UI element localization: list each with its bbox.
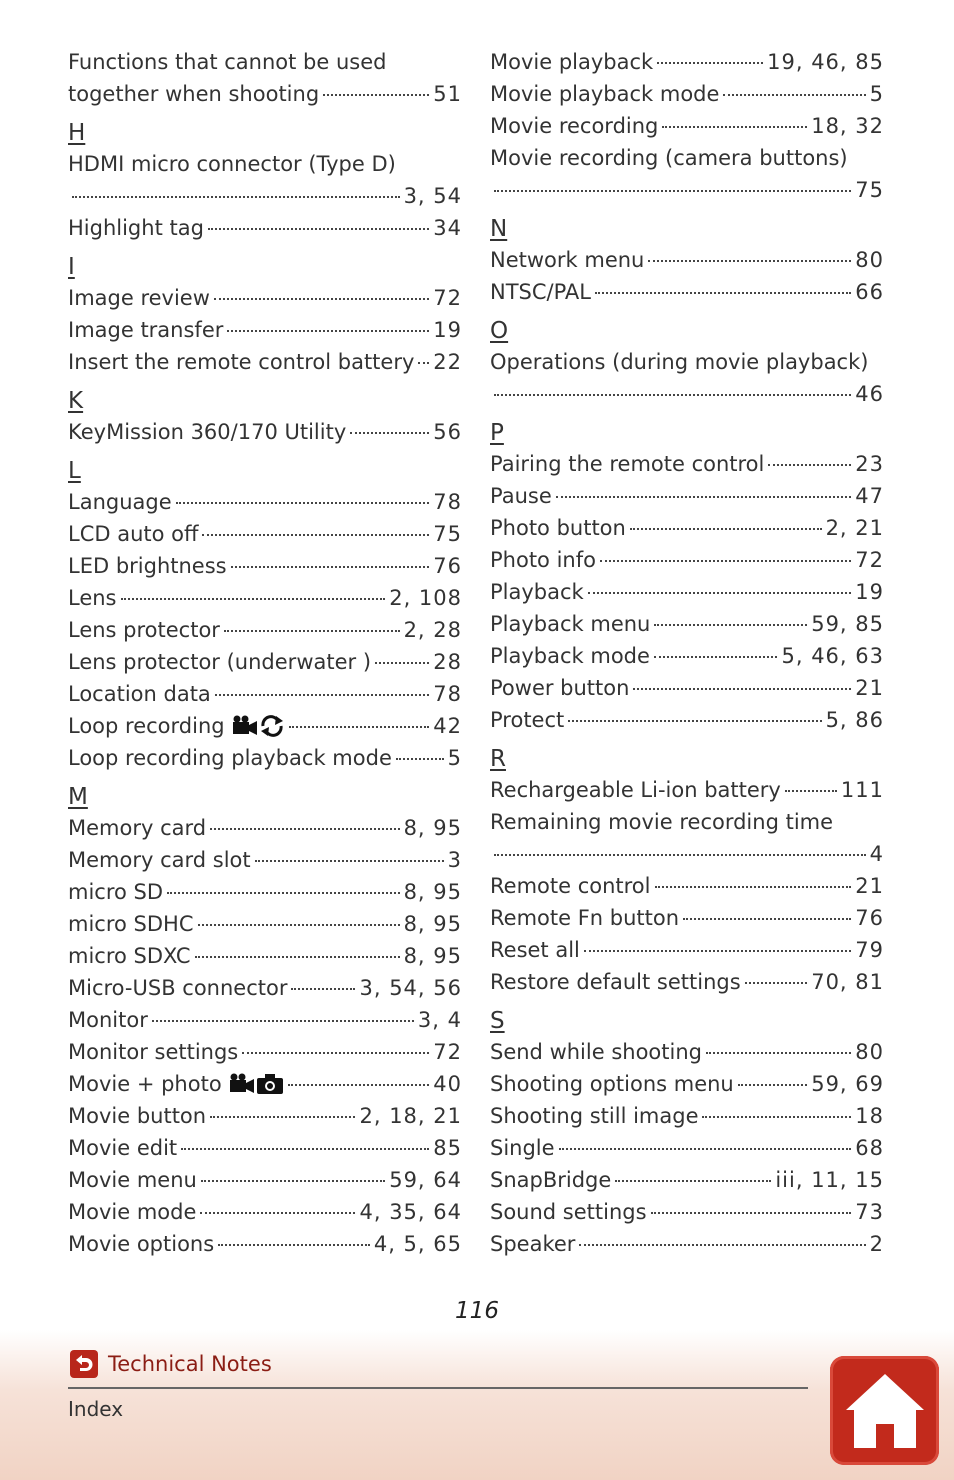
leader-dots xyxy=(214,298,429,300)
leader-dots xyxy=(494,394,851,396)
entry-term: Protect xyxy=(490,708,565,732)
entry-page-refs[interactable]: 3 xyxy=(447,848,462,872)
index-entry[interactable] xyxy=(490,448,884,480)
leader-dots xyxy=(654,656,778,658)
index-entry[interactable] xyxy=(490,46,884,78)
entry-page-refs[interactable]: 3, 54, 56 xyxy=(359,976,462,1000)
entry-term: Single xyxy=(490,1136,555,1160)
leader-dots xyxy=(323,94,429,96)
index-entry[interactable] xyxy=(68,812,462,844)
leader-dots xyxy=(595,292,851,294)
index-entry[interactable] xyxy=(490,244,884,276)
leader-dots xyxy=(224,630,400,632)
entry-page-refs[interactable]: 5 xyxy=(447,746,462,770)
entry-term: Photo button xyxy=(490,516,626,540)
entry-term: Pause xyxy=(490,484,552,508)
entry-page-refs[interactable]: 5, 86 xyxy=(825,708,884,732)
index-column-right xyxy=(490,46,884,1260)
leader-dots xyxy=(242,1052,429,1054)
leader-dots xyxy=(768,464,851,466)
index-letter-l: L xyxy=(68,458,81,484)
entry-page-refs[interactable]: 23 xyxy=(855,452,884,476)
entry-term: micro SD xyxy=(68,880,164,904)
entry-page-refs[interactable]: 72 xyxy=(433,286,462,310)
leader-dots xyxy=(723,94,865,96)
leader-dots xyxy=(568,720,821,722)
index-letter-p: P xyxy=(490,420,504,446)
index-column-left xyxy=(68,46,462,1260)
entry-term: Send while shooting xyxy=(490,1040,702,1064)
entry-page-refs[interactable]: 51 xyxy=(433,82,462,106)
index-entry[interactable] xyxy=(490,774,884,806)
entry-term: Pairing the remote control xyxy=(490,452,765,476)
index-entry[interactable] xyxy=(490,544,884,576)
leader-dots xyxy=(72,196,400,198)
entry-term: Location data xyxy=(68,682,211,706)
leader-dots xyxy=(738,1084,807,1086)
entry-page-refs[interactable]: 19 xyxy=(433,318,462,342)
leader-dots xyxy=(167,892,400,894)
entry-term: Image review xyxy=(68,286,210,310)
leader-dots xyxy=(657,62,763,64)
entry-page-refs[interactable]: 73 xyxy=(855,1200,884,1224)
entry-term: Playback menu xyxy=(490,612,651,636)
entry-term: NTSC/PAL xyxy=(490,280,591,304)
entry-page-refs[interactable]: 34 xyxy=(433,216,462,240)
index-entry[interactable] xyxy=(490,806,884,838)
entry-term: KeyMission 360/170 Utility xyxy=(68,420,347,444)
entry-term: together when shooting xyxy=(68,82,320,106)
entry-term: Remaining movie recording time xyxy=(490,810,834,834)
leader-dots xyxy=(227,330,429,332)
index-letter-h: H xyxy=(68,120,86,146)
leader-dots xyxy=(648,260,851,262)
index-letter-i: I xyxy=(68,254,75,280)
index-entry[interactable] xyxy=(490,1036,884,1068)
index-entry[interactable] xyxy=(490,346,884,378)
entry-page-refs[interactable]: 8, 95 xyxy=(403,944,462,968)
entry-page-refs[interactable]: 8, 95 xyxy=(403,880,462,904)
entry-page-refs[interactable]: 22 xyxy=(433,350,462,374)
entry-term: Playback mode xyxy=(490,644,650,668)
entry-term: Monitor xyxy=(68,1008,148,1032)
entry-page-refs[interactable]: 2 xyxy=(869,1232,884,1256)
entry-term: Memory card slot xyxy=(68,848,251,872)
index-entry[interactable] xyxy=(68,180,462,212)
entry-page-refs[interactable]: 72 xyxy=(433,1040,462,1064)
leader-dots xyxy=(255,860,444,862)
entry-page-refs[interactable]: 59, 69 xyxy=(811,1072,884,1096)
entry-term: Movie button xyxy=(68,1104,207,1128)
index-letter-m: M xyxy=(68,784,88,810)
index-letter-r: R xyxy=(490,746,506,772)
leader-dots xyxy=(655,886,852,888)
leader-dots xyxy=(651,1212,852,1214)
leader-dots xyxy=(288,1084,430,1086)
entry-term: Lens protector (underwater ) xyxy=(68,650,372,674)
entry-term: Reset all xyxy=(490,938,580,962)
index-entry[interactable] xyxy=(490,1132,884,1164)
entry-term: SnapBridge xyxy=(490,1168,612,1192)
entry-page-refs[interactable]: 59, 85 xyxy=(811,612,884,636)
leader-dots xyxy=(208,228,429,230)
index-entry[interactable] xyxy=(490,1228,884,1260)
index-entry[interactable] xyxy=(68,710,462,742)
leader-dots xyxy=(584,950,851,952)
entry-page-refs[interactable]: iii, 11, 15 xyxy=(775,1168,884,1192)
index-entry[interactable] xyxy=(490,480,884,512)
leader-dots xyxy=(202,534,429,536)
entry-page-refs[interactable]: 111 xyxy=(840,778,884,802)
entry-term: Remote Fn button xyxy=(490,906,680,930)
entry-term: Image transfer xyxy=(68,318,224,342)
entry-term: Movie playback mode xyxy=(490,82,720,106)
entry-term: Rechargeable Li-ion battery xyxy=(490,778,781,802)
index-entry[interactable] xyxy=(490,704,884,736)
entry-page-refs[interactable]: 28 xyxy=(433,650,462,674)
leader-dots xyxy=(706,1052,851,1054)
entry-page-refs[interactable]: 76 xyxy=(855,906,884,930)
entry-term: Operations (during movie playback) xyxy=(490,350,869,374)
entry-term: LED brightness xyxy=(68,554,227,578)
entry-term: Movie recording (camera buttons) xyxy=(490,146,848,170)
index-entry[interactable] xyxy=(490,142,884,174)
leader-dots xyxy=(231,566,430,568)
leader-dots xyxy=(494,854,866,856)
leader-dots xyxy=(559,1148,852,1150)
index-entry[interactable] xyxy=(490,1196,884,1228)
movie-loop-icon xyxy=(231,715,285,737)
entry-page-refs[interactable]: 80 xyxy=(855,1040,884,1064)
index-entry[interactable] xyxy=(68,1228,462,1260)
index-entry[interactable] xyxy=(68,346,462,378)
index-entry[interactable] xyxy=(68,844,462,876)
entry-term: Loop recording xyxy=(68,714,225,738)
index-entry[interactable] xyxy=(490,966,884,998)
entry-page-refs[interactable]: 47 xyxy=(855,484,884,508)
entry-term: HDMI micro connector (Type D) xyxy=(68,152,396,176)
index-entry[interactable] xyxy=(68,416,462,448)
index-entry[interactable] xyxy=(490,640,884,672)
entry-page-refs[interactable]: 76 xyxy=(433,554,462,578)
entry-term: micro SDXC xyxy=(68,944,191,968)
leader-dots xyxy=(201,1180,385,1182)
index-entry[interactable] xyxy=(68,1164,462,1196)
entry-page-refs[interactable]: 3, 54 xyxy=(403,184,462,208)
entry-term: Remote control xyxy=(490,874,651,898)
entry-term: Language xyxy=(68,490,172,514)
entry-page-refs[interactable]: 80 xyxy=(855,248,884,272)
index-letter-s: S xyxy=(490,1008,505,1034)
entry-term: Movie mode xyxy=(68,1200,197,1224)
entry-page-refs[interactable]: 18 xyxy=(855,1104,884,1128)
leader-dots xyxy=(785,790,837,792)
entry-page-refs[interactable]: 42 xyxy=(433,714,462,738)
entry-page-refs[interactable]: 4, 5, 65 xyxy=(373,1232,462,1256)
index-letter-n: N xyxy=(490,216,508,242)
index-entry[interactable] xyxy=(68,148,462,180)
index-entry[interactable] xyxy=(68,1132,462,1164)
index-entry[interactable] xyxy=(68,614,462,646)
entry-page-refs[interactable]: 79 xyxy=(855,938,884,962)
entry-page-refs[interactable]: 46 xyxy=(855,382,884,406)
index-entry[interactable] xyxy=(68,1004,462,1036)
entry-term: Monitor settings xyxy=(68,1040,239,1064)
index-entry[interactable] xyxy=(68,212,462,244)
leader-dots xyxy=(745,982,808,984)
entry-page-refs[interactable]: 8, 95 xyxy=(403,816,462,840)
index-entry[interactable] xyxy=(68,314,462,346)
entry-page-refs[interactable]: 59, 64 xyxy=(389,1168,462,1192)
entry-term: LCD auto off xyxy=(68,522,199,546)
home-icon xyxy=(842,1370,928,1452)
entry-page-refs[interactable]: 5, 46, 63 xyxy=(781,644,884,668)
entry-page-refs[interactable]: 78 xyxy=(433,490,462,514)
home-button[interactable] xyxy=(830,1356,939,1465)
index-entry[interactable] xyxy=(490,1068,884,1100)
leader-dots xyxy=(289,726,430,728)
entry-term: Sound settings xyxy=(490,1200,647,1224)
index-entry[interactable] xyxy=(68,282,462,314)
leader-dots xyxy=(600,560,851,562)
entry-page-refs[interactable]: 68 xyxy=(855,1136,884,1160)
entry-page-refs[interactable]: 75 xyxy=(855,178,884,202)
index-entry[interactable] xyxy=(68,518,462,550)
entry-term: Restore default settings xyxy=(490,970,741,994)
leader-dots xyxy=(630,528,822,530)
leader-dots xyxy=(396,758,444,760)
entry-term: Movie options xyxy=(68,1232,215,1256)
index-entry[interactable] xyxy=(490,1164,884,1196)
entry-page-refs[interactable]: 56 xyxy=(433,420,462,444)
index-entry[interactable] xyxy=(68,550,462,582)
leader-dots xyxy=(210,1116,355,1118)
entry-term: Power button xyxy=(490,676,630,700)
leader-dots xyxy=(152,1020,414,1022)
index-entry[interactable] xyxy=(490,608,884,640)
index-entry[interactable] xyxy=(490,512,884,544)
entry-page-refs[interactable]: 18, 32 xyxy=(811,114,884,138)
index-entry[interactable] xyxy=(490,902,884,934)
entry-term: Playback xyxy=(490,580,584,604)
index-entry[interactable] xyxy=(68,1196,462,1228)
entry-page-refs[interactable]: 5 xyxy=(869,82,884,106)
leader-dots xyxy=(215,694,429,696)
entry-page-refs[interactable]: 40 xyxy=(433,1072,462,1096)
leader-dots xyxy=(556,496,852,498)
leader-dots xyxy=(418,362,429,364)
leader-dots xyxy=(198,924,400,926)
entry-term: Shooting still image xyxy=(490,1104,699,1128)
index-letter-o: O xyxy=(490,318,509,344)
entry-term: Insert the remote control battery xyxy=(68,350,415,374)
index-entry[interactable] xyxy=(490,78,884,110)
index-entry[interactable] xyxy=(490,276,884,308)
index-entry[interactable] xyxy=(68,1068,462,1100)
leader-dots xyxy=(615,1180,771,1182)
entry-page-refs[interactable]: 72 xyxy=(855,548,884,572)
leader-dots xyxy=(200,1212,355,1214)
page-number: 116 xyxy=(455,1298,499,1324)
leader-dots xyxy=(683,918,851,920)
entry-page-refs[interactable]: 21 xyxy=(855,676,884,700)
footer-divider xyxy=(68,1387,808,1389)
index-entry[interactable] xyxy=(68,1100,462,1132)
index-entry[interactable] xyxy=(68,646,462,678)
entry-term: Network menu xyxy=(490,248,645,272)
entry-page-refs[interactable]: 21 xyxy=(855,874,884,898)
entry-term: Micro-USB connector xyxy=(68,976,288,1000)
index-entry[interactable] xyxy=(68,1036,462,1068)
leader-dots xyxy=(654,624,807,626)
leader-dots xyxy=(121,598,386,600)
index-entry[interactable] xyxy=(490,378,884,410)
leader-dots xyxy=(375,662,429,664)
index-letter-k: K xyxy=(68,388,84,414)
entry-term: Speaker xyxy=(490,1232,576,1256)
entry-term: Highlight tag xyxy=(68,216,204,240)
index-entry[interactable] xyxy=(68,908,462,940)
entry-term: Functions that cannot be used xyxy=(68,50,387,74)
index-entry[interactable] xyxy=(68,876,462,908)
leader-dots xyxy=(195,956,400,958)
index-entry[interactable] xyxy=(490,576,884,608)
entry-page-refs[interactable]: 4 xyxy=(869,842,884,866)
leader-dots xyxy=(181,1148,429,1150)
entry-page-refs[interactable]: 85 xyxy=(433,1136,462,1160)
leader-dots xyxy=(702,1116,851,1118)
leader-dots xyxy=(176,502,430,504)
entry-term: Loop recording playback mode xyxy=(68,746,392,770)
index-entry[interactable] xyxy=(490,838,884,870)
index-entry[interactable] xyxy=(68,582,462,614)
movie-photo-icon xyxy=(228,1073,284,1095)
entry-page-refs[interactable]: 8, 95 xyxy=(403,912,462,936)
index-entry[interactable] xyxy=(490,870,884,902)
entry-term: Movie recording xyxy=(490,114,659,138)
leader-dots xyxy=(210,828,399,830)
entry-page-refs[interactable]: 70, 81 xyxy=(811,970,884,994)
leader-dots xyxy=(494,190,851,192)
entry-term: Photo info xyxy=(490,548,596,572)
index-entry[interactable] xyxy=(490,110,884,142)
entry-term: Movie + photo xyxy=(68,1072,222,1096)
index-entry[interactable] xyxy=(490,1100,884,1132)
index-entry[interactable] xyxy=(68,678,462,710)
index-entry[interactable] xyxy=(68,742,462,774)
leader-dots xyxy=(588,592,852,594)
leader-dots xyxy=(350,432,429,434)
section-title[interactable]: Technical Notes xyxy=(108,1352,272,1376)
entry-page-refs[interactable]: 2, 18, 21 xyxy=(359,1104,462,1128)
entry-page-refs[interactable]: 78 xyxy=(433,682,462,706)
entry-page-refs[interactable]: 2, 28 xyxy=(403,618,462,642)
leader-dots xyxy=(633,688,851,690)
leader-dots xyxy=(662,126,807,128)
entry-page-refs[interactable]: 75 xyxy=(433,522,462,546)
index-entry[interactable] xyxy=(490,672,884,704)
leader-dots xyxy=(218,1244,370,1246)
leader-dots xyxy=(291,988,355,990)
subsection-title: Index xyxy=(68,1397,124,1421)
index-entry[interactable] xyxy=(68,78,462,110)
index-entry[interactable] xyxy=(68,46,462,78)
index-entry[interactable] xyxy=(68,972,462,1004)
entry-page-refs[interactable]: 2, 21 xyxy=(825,516,884,540)
entry-page-refs[interactable]: 3, 4 xyxy=(417,1008,462,1032)
entry-term: Shooting options menu xyxy=(490,1072,734,1096)
entry-term: micro SDHC xyxy=(68,912,194,936)
entry-term: Movie playback xyxy=(490,50,654,74)
entry-page-refs[interactable]: 66 xyxy=(855,280,884,304)
index-entry[interactable] xyxy=(490,934,884,966)
entry-term: Lens xyxy=(68,586,117,610)
entry-page-refs[interactable]: 19, 46, 85 xyxy=(767,50,884,74)
entry-page-refs[interactable]: 19 xyxy=(855,580,884,604)
section-link-technical-notes[interactable] xyxy=(70,1350,272,1378)
entry-term: Movie edit xyxy=(68,1136,178,1160)
leader-dots xyxy=(579,1244,865,1246)
entry-term: Memory card xyxy=(68,816,207,840)
entry-term: Movie menu xyxy=(68,1168,197,1192)
entry-page-refs[interactable]: 4, 35, 64 xyxy=(359,1200,462,1224)
index-entry[interactable] xyxy=(490,174,884,206)
back-arrow-icon[interactable] xyxy=(70,1350,98,1378)
entry-page-refs[interactable]: 2, 108 xyxy=(389,586,462,610)
index-entry[interactable] xyxy=(68,940,462,972)
entry-term: Lens protector xyxy=(68,618,220,642)
index-entry[interactable] xyxy=(68,486,462,518)
